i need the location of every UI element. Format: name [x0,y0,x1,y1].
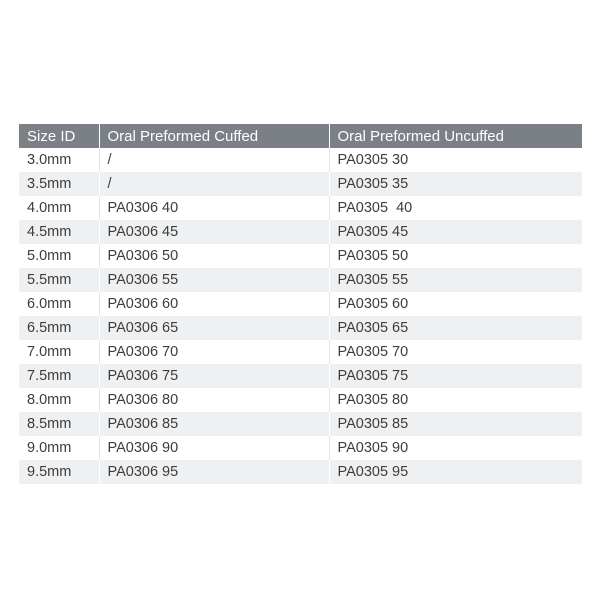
cell-cuffed-code: PA0306 90 [99,436,329,460]
cell-size-id: 6.0mm [19,292,99,316]
header-oral-preformed-uncuffed: Oral Preformed Uncuffed [329,124,582,148]
table-row [19,268,582,292]
cell-size-id: 8.5mm [19,412,99,436]
header-oral-preformed-cuffed: Oral Preformed Cuffed [99,124,329,148]
table-row [19,364,582,388]
cell-cuffed-code: PA0306 60 [99,292,329,316]
cell-uncuffed-code: PA0305 95 [329,460,582,484]
cell-uncuffed-code: PA0305 40 [329,196,582,220]
cell-size-id: 3.0mm [19,148,99,172]
cell-uncuffed-code: PA0305 70 [329,340,582,364]
table-row [19,196,582,220]
product-size-table [19,124,582,484]
cell-cuffed-code: PA0306 40 [99,196,329,220]
table-body [19,148,582,484]
table-row [19,340,582,364]
cell-size-id: 3.5mm [19,172,99,196]
cell-uncuffed-code: PA0305 65 [329,316,582,340]
cell-uncuffed-code: PA0305 85 [329,412,582,436]
table-row [19,460,582,484]
cell-uncuffed-code: PA0305 50 [329,244,582,268]
cell-cuffed-code: PA0306 45 [99,220,329,244]
cell-size-id: 9.5mm [19,460,99,484]
table-row [19,172,582,196]
cell-cuffed-code: PA0306 55 [99,268,329,292]
cell-uncuffed-code: PA0305 75 [329,364,582,388]
header-size-id: Size ID [19,124,99,148]
cell-size-id: 4.0mm [19,196,99,220]
cell-size-id: 8.0mm [19,388,99,412]
cell-cuffed-code: PA0306 85 [99,412,329,436]
cell-uncuffed-code: PA0305 30 [329,148,582,172]
cell-uncuffed-code: PA0305 60 [329,292,582,316]
table-row [19,148,582,172]
cell-uncuffed-code: PA0305 90 [329,436,582,460]
cell-cuffed-code: / [99,148,329,172]
table-row [19,436,582,460]
cell-size-id: 9.0mm [19,436,99,460]
cell-cuffed-code: PA0306 70 [99,340,329,364]
cell-uncuffed-code: PA0305 80 [329,388,582,412]
product-size-table-container [19,124,582,484]
cell-size-id: 6.5mm [19,316,99,340]
cell-size-id: 7.0mm [19,340,99,364]
cell-size-id: 4.5mm [19,220,99,244]
cell-cuffed-code: PA0306 80 [99,388,329,412]
cell-uncuffed-code: PA0305 55 [329,268,582,292]
cell-cuffed-code: PA0306 50 [99,244,329,268]
cell-cuffed-code: / [99,172,329,196]
table-row [19,388,582,412]
cell-cuffed-code: PA0306 95 [99,460,329,484]
cell-cuffed-code: PA0306 75 [99,364,329,388]
table-row [19,292,582,316]
table-header-row [19,124,582,148]
table-row [19,316,582,340]
cell-size-id: 5.5mm [19,268,99,292]
cell-size-id: 7.5mm [19,364,99,388]
table-row [19,244,582,268]
table-row [19,412,582,436]
cell-uncuffed-code: PA0305 45 [329,220,582,244]
table-row [19,220,582,244]
cell-size-id: 5.0mm [19,244,99,268]
cell-uncuffed-code: PA0305 35 [329,172,582,196]
cell-cuffed-code: PA0306 65 [99,316,329,340]
